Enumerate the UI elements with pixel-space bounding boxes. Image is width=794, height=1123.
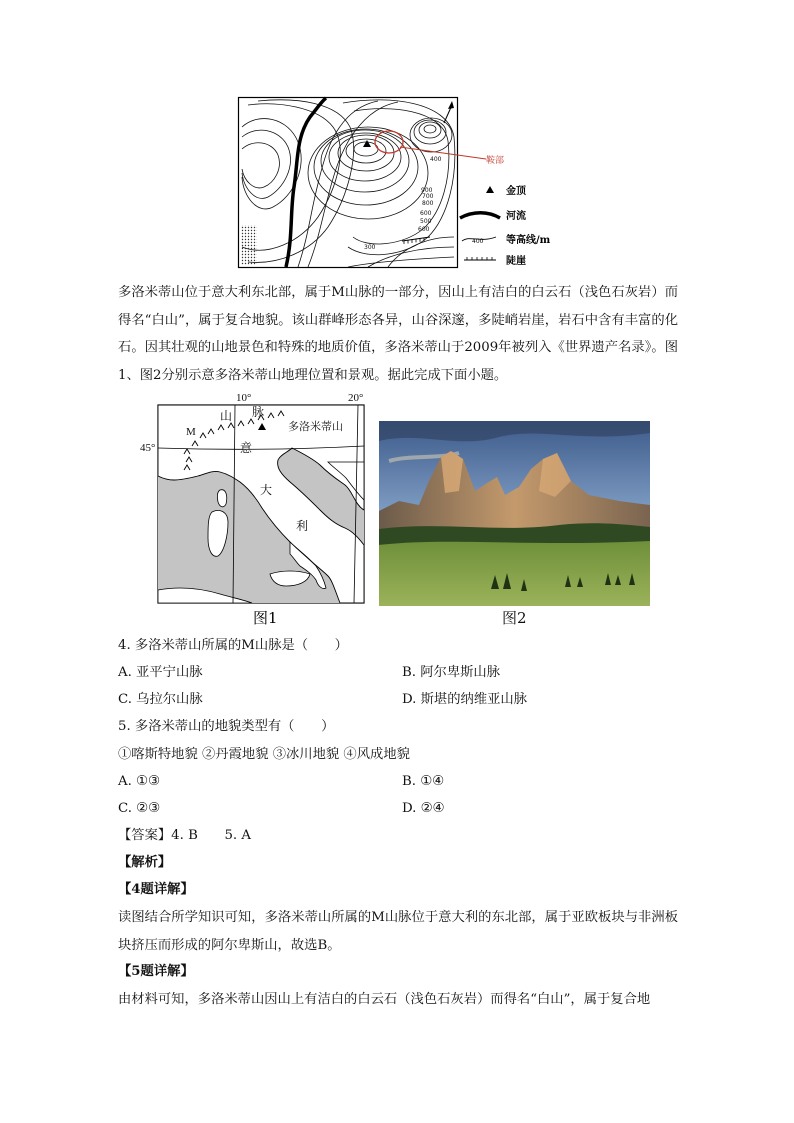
q4-detail-heading: 【4题详解】 [118,882,194,897]
question-5-option-c: C. ②③ [118,801,160,816]
contour-value: 300 [364,244,376,251]
m-label: M [186,426,196,438]
dolomites-landscape-photo [379,421,650,606]
mountain-char: 脉 [252,405,265,419]
mountain-char: 山 [220,409,233,423]
topographic-map [238,97,551,269]
contour-value: 600 [420,210,432,217]
river-legend-label: 河流 [506,211,526,222]
contour-value: 900 [421,187,433,194]
lat-label: 45° [140,442,156,454]
river-legend-icon [460,213,500,218]
question-4-stem: 4. 多洛米蒂山所属的M山脉是（ ） [118,638,348,653]
figure2-caption: 图2 [502,609,527,627]
question-4-option-a: A. 亚平宁山脉 [118,665,203,680]
country-char: 利 [296,519,309,533]
question-5-option-a: A. ①③ [118,774,160,789]
q4-detail-text: 读图结合所学知识可知，多洛米蒂山所属的M山脉位于意大利的东北部，属于亚欧板块与非洲板块挤压而形成的阿尔卑斯山，故选B。 [118,910,678,953]
lon-label: 20° [348,392,364,404]
q5-detail-heading: 【5题详解】 [118,964,194,979]
italy-location-map [140,390,372,627]
contour-value: 700 [422,193,434,200]
intro-paragraph: 多洛米蒂山位于意大利东北部，属于M山脉的一部分，因山上有洁白的白云石（浅色石灰岩）而得名“白山”，属于复合地貌。该山群峰形态各异，山谷深邃，多陡峭岩崖，岩石中含有丰富的化石。因其壮观的山地景色和特殊的地质价值，多洛米蒂山于2009年被列入《世界遗产名录》。图1、图2分别示意多洛米蒂山地理位置和景观。据此完成下面小题。 [118,285,678,383]
dolomites-label: 多洛米蒂山 [288,420,343,433]
contour-legend-label: 等高线/m [506,235,551,246]
question-5-stem: 5. 多洛米蒂山的地貌类型有（ ） [118,719,335,734]
question-4-option-c: C. 乌拉尔山脉 [118,692,203,707]
country-char: 大 [260,483,273,497]
saddle-label: 鞍部 [486,156,505,166]
contour-value: 400 [430,156,442,163]
analysis-heading: 【解析】 [118,855,172,870]
cliff-legend-icon [464,257,496,260]
lon-label: 10° [236,392,252,404]
question-4-option-d: D. 斯堪的纳维亚山脉 [402,692,528,707]
question-5-option-b: B. ①④ [402,774,445,789]
summit-legend-label: 金顶 [506,186,526,197]
contour-value: 500 [420,218,432,225]
contour-value: 600 [418,226,430,233]
summit-legend-icon [486,186,494,193]
question-4-option-b: B. 阿尔卑斯山脉 [402,665,501,680]
country-char: 意 [240,441,253,455]
answer-line: 【答案】4. B 5. A [118,828,251,843]
cliff-legend-label: 陡崖 [506,256,526,267]
question-5-statements: ①喀斯特地貌 ②丹霞地貌 ③冰川地貌 ④风成地貌 [118,747,410,762]
contour-legend-value: 400 [472,238,484,245]
question-5-option-d: D. ②④ [402,801,445,816]
contour-value: 800 [422,200,434,207]
q5-detail-text: 由材料可知，多洛米蒂山因山上有洁白的白云石（浅色石灰岩）而得名“白山”，属于复合地 [118,992,651,1007]
figure1-caption: 图1 [253,609,278,627]
